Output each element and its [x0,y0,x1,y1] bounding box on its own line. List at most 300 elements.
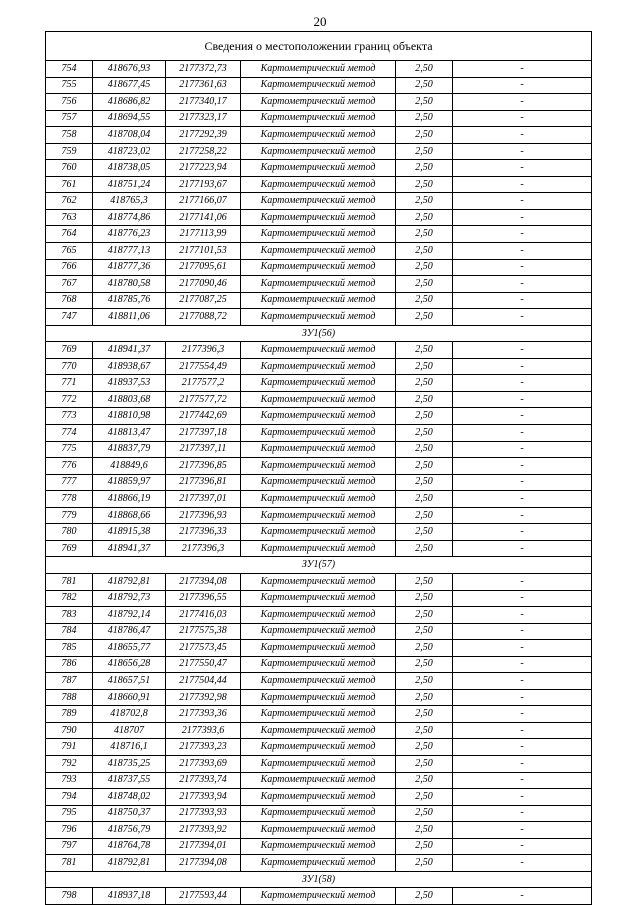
accuracy-cell: 2,50 [396,805,453,822]
accuracy-cell: 2,50 [396,689,453,706]
y-coordinate-cell: 2177090,46 [166,276,241,293]
method-cell: Картометрический метод [241,209,396,226]
x-coordinate-cell: 418777,36 [93,259,166,276]
method-cell: Картометрический метод [241,259,396,276]
table-row [46,358,592,375]
description-cell: - [453,573,592,590]
y-coordinate-cell: 2177394,08 [166,855,241,872]
y-coordinate-cell: 2177573,45 [166,640,241,657]
table-row [46,855,592,872]
y-coordinate-cell: 2177396,3 [166,540,241,557]
accuracy-cell: 2,50 [396,640,453,657]
method-cell: Картометрический метод [241,276,396,293]
method-cell: Картометрический метод [241,789,396,806]
accuracy-cell: 2,50 [396,888,453,905]
description-cell: - [453,243,592,260]
x-coordinate-cell: 418941,37 [93,342,166,359]
description-cell: - [453,408,592,425]
x-coordinate-cell: 418656,28 [93,656,166,673]
x-coordinate-cell: 418811,06 [93,309,166,326]
table-title: Сведения о местоположении границ объекта [46,32,592,61]
description-cell: - [453,358,592,375]
y-coordinate-cell: 2177393,6 [166,722,241,739]
y-coordinate-cell: 2177113,99 [166,226,241,243]
x-coordinate-cell: 418780,58 [93,276,166,293]
method-cell: Картометрический метод [241,590,396,607]
accuracy-cell: 2,50 [396,358,453,375]
y-coordinate-cell: 2177396,55 [166,590,241,607]
y-coordinate-cell: 2177396,81 [166,474,241,491]
y-coordinate-cell: 2177393,23 [166,739,241,756]
point-number-cell: 788 [46,689,93,706]
description-cell: - [453,673,592,690]
method-cell: Картометрический метод [241,656,396,673]
method-cell: Картометрический метод [241,61,396,78]
y-coordinate-cell: 2177396,3 [166,342,241,359]
point-number-cell: 747 [46,309,93,326]
y-coordinate-cell: 2177292,39 [166,127,241,144]
method-cell: Картометрический метод [241,94,396,111]
point-number-cell: 763 [46,209,93,226]
point-number-cell: 764 [46,226,93,243]
accuracy-cell: 2,50 [396,755,453,772]
page-number: 20 [313,14,327,29]
description-cell: - [453,441,592,458]
x-coordinate-cell: 418786,47 [93,623,166,640]
x-coordinate-cell: 418657,51 [93,673,166,690]
description-cell: - [453,391,592,408]
description-cell: - [453,524,592,541]
point-number-cell: 783 [46,607,93,624]
method-cell: Картометрический метод [241,342,396,359]
description-cell: - [453,491,592,508]
section-label: ЗУ1(56) [46,325,592,342]
x-coordinate-cell: 418792,73 [93,590,166,607]
description-cell: - [453,789,592,806]
table-row [46,160,592,177]
table-row [46,789,592,806]
method-cell: Картометрический метод [241,491,396,508]
description-cell: - [453,160,592,177]
table-row [46,408,592,425]
table-row [46,722,592,739]
point-number-cell: 781 [46,855,93,872]
description-cell: - [453,143,592,160]
point-number-cell: 796 [46,822,93,839]
y-coordinate-cell: 2177396,33 [166,524,241,541]
y-coordinate-cell: 2177095,61 [166,259,241,276]
table-row [46,540,592,557]
description-cell: - [453,61,592,78]
x-coordinate-cell: 418937,53 [93,375,166,392]
method-cell: Картометрический метод [241,243,396,260]
point-number-cell: 754 [46,61,93,78]
table-row [46,309,592,326]
y-coordinate-cell: 2177258,22 [166,143,241,160]
description-cell: - [453,755,592,772]
y-coordinate-cell: 2177087,25 [166,292,241,309]
table-row [46,689,592,706]
table-row [46,805,592,822]
y-coordinate-cell: 2177141,06 [166,209,241,226]
description-cell: - [453,838,592,855]
point-number-cell: 772 [46,391,93,408]
method-cell: Картометрический метод [241,110,396,127]
method-cell: Картометрический метод [241,755,396,772]
accuracy-cell: 2,50 [396,375,453,392]
y-coordinate-cell: 2177393,69 [166,755,241,772]
description-cell: - [453,226,592,243]
table-row [46,176,592,193]
y-coordinate-cell: 2177577,72 [166,391,241,408]
x-coordinate-cell: 418803,68 [93,391,166,408]
method-cell: Картометрический метод [241,474,396,491]
accuracy-cell: 2,50 [396,524,453,541]
section-label: ЗУ1(57) [46,557,592,574]
description-cell: - [453,805,592,822]
accuracy-cell: 2,50 [396,176,453,193]
method-cell: Картометрический метод [241,226,396,243]
x-coordinate-cell: 418723,02 [93,143,166,160]
accuracy-cell: 2,50 [396,425,453,442]
y-coordinate-cell: 2177393,93 [166,805,241,822]
table-row [46,110,592,127]
description-cell: - [453,822,592,839]
point-number-cell: 757 [46,110,93,127]
table-row [46,607,592,624]
accuracy-cell: 2,50 [396,209,453,226]
point-number-cell: 771 [46,375,93,392]
accuracy-cell: 2,50 [396,276,453,293]
y-coordinate-cell: 2177442,69 [166,408,241,425]
method-cell: Картометрический метод [241,540,396,557]
y-coordinate-cell: 2177393,94 [166,789,241,806]
x-coordinate-cell: 418677,45 [93,77,166,94]
point-number-cell: 795 [46,805,93,822]
x-coordinate-cell: 418686,82 [93,94,166,111]
table-row [46,838,592,855]
accuracy-cell: 2,50 [396,855,453,872]
table-row [46,276,592,293]
method-cell: Картометрический метод [241,673,396,690]
section-header-row [46,557,592,574]
method-cell: Картометрический метод [241,441,396,458]
table-row [46,474,592,491]
description-cell: - [453,739,592,756]
accuracy-cell: 2,50 [396,292,453,309]
y-coordinate-cell: 2177504,44 [166,673,241,690]
table-row [46,375,592,392]
table-row [46,77,592,94]
y-coordinate-cell: 2177575,38 [166,623,241,640]
y-coordinate-cell: 2177088,72 [166,309,241,326]
table-row [46,656,592,673]
point-number-cell: 765 [46,243,93,260]
x-coordinate-cell: 418777,13 [93,243,166,260]
x-coordinate-cell: 418792,81 [93,573,166,590]
point-number-cell: 782 [46,590,93,607]
point-number-cell: 777 [46,474,93,491]
table-row [46,706,592,723]
accuracy-cell: 2,50 [396,623,453,640]
description-cell: - [453,94,592,111]
x-coordinate-cell: 418849,6 [93,458,166,475]
accuracy-cell: 2,50 [396,656,453,673]
y-coordinate-cell: 2177593,44 [166,888,241,905]
point-number-cell: 774 [46,425,93,442]
description-cell: - [453,540,592,557]
point-number-cell: 769 [46,342,93,359]
accuracy-cell: 2,50 [396,143,453,160]
point-number-cell: 786 [46,656,93,673]
table-row [46,259,592,276]
y-coordinate-cell: 2177193,67 [166,176,241,193]
point-number-cell: 756 [46,94,93,111]
point-number-cell: 793 [46,772,93,789]
table-row [46,292,592,309]
accuracy-cell: 2,50 [396,838,453,855]
description-cell: - [453,375,592,392]
accuracy-cell: 2,50 [396,458,453,475]
description-cell: - [453,689,592,706]
accuracy-cell: 2,50 [396,309,453,326]
x-coordinate-cell: 418774,86 [93,209,166,226]
y-coordinate-cell: 2177394,01 [166,838,241,855]
table-title-row [46,32,592,61]
method-cell: Картометрический метод [241,425,396,442]
y-coordinate-cell: 2177394,08 [166,573,241,590]
point-number-cell: 790 [46,722,93,739]
accuracy-cell: 2,50 [396,706,453,723]
method-cell: Картометрический метод [241,375,396,392]
x-coordinate-cell: 418776,23 [93,226,166,243]
x-coordinate-cell: 418738,05 [93,160,166,177]
accuracy-cell: 2,50 [396,127,453,144]
table-row [46,342,592,359]
accuracy-cell: 2,50 [396,342,453,359]
accuracy-cell: 2,50 [396,607,453,624]
y-coordinate-cell: 2177577,2 [166,375,241,392]
y-coordinate-cell: 2177397,18 [166,425,241,442]
accuracy-cell: 2,50 [396,94,453,111]
table-row [46,425,592,442]
point-number-cell: 759 [46,143,93,160]
method-cell: Картометрический метод [241,193,396,210]
method-cell: Картометрический метод [241,408,396,425]
accuracy-cell: 2,50 [396,61,453,78]
x-coordinate-cell: 418676,93 [93,61,166,78]
x-coordinate-cell: 418765,3 [93,193,166,210]
table-row [46,739,592,756]
accuracy-cell: 2,50 [396,408,453,425]
point-number-cell: 770 [46,358,93,375]
point-number-cell: 762 [46,193,93,210]
x-coordinate-cell: 418737,55 [93,772,166,789]
accuracy-cell: 2,50 [396,673,453,690]
point-number-cell: 778 [46,491,93,508]
y-coordinate-cell: 2177416,03 [166,607,241,624]
y-coordinate-cell: 2177393,74 [166,772,241,789]
x-coordinate-cell: 418810,98 [93,408,166,425]
x-coordinate-cell: 418708,04 [93,127,166,144]
method-cell: Картометрический метод [241,458,396,475]
method-cell: Картометрический метод [241,143,396,160]
description-cell: - [453,722,592,739]
table-row [46,143,592,160]
method-cell: Картометрический метод [241,77,396,94]
section-header-row [46,325,592,342]
description-cell: - [453,474,592,491]
table-row [46,755,592,772]
accuracy-cell: 2,50 [396,441,453,458]
point-number-cell: 767 [46,276,93,293]
table-row [46,391,592,408]
table-row [46,243,592,260]
x-coordinate-cell: 418748,02 [93,789,166,806]
y-coordinate-cell: 2177323,17 [166,110,241,127]
method-cell: Картометрический метод [241,888,396,905]
method-cell: Картометрический метод [241,640,396,657]
point-number-cell: 789 [46,706,93,723]
section-header-row [46,871,592,888]
x-coordinate-cell: 418751,24 [93,176,166,193]
method-cell: Картометрический метод [241,358,396,375]
point-number-cell: 773 [46,408,93,425]
accuracy-cell: 2,50 [396,772,453,789]
point-number-cell: 776 [46,458,93,475]
method-cell: Картометрический метод [241,838,396,855]
point-number-cell: 792 [46,755,93,772]
point-number-cell: 769 [46,540,93,557]
table-row [46,61,592,78]
method-cell: Картометрический метод [241,689,396,706]
description-cell: - [453,772,592,789]
point-number-cell: 760 [46,160,93,177]
table-row [46,888,592,905]
table-row [46,209,592,226]
method-cell: Картометрический метод [241,391,396,408]
table-row [46,458,592,475]
point-number-cell: 768 [46,292,93,309]
description-cell: - [453,590,592,607]
method-cell: Картометрический метод [241,127,396,144]
accuracy-cell: 2,50 [396,540,453,557]
table-body [46,32,592,905]
table-row [46,573,592,590]
point-number-cell: 791 [46,739,93,756]
table-row [46,822,592,839]
table-row [46,772,592,789]
description-cell: - [453,507,592,524]
method-cell: Картометрический метод [241,623,396,640]
description-cell: - [453,342,592,359]
method-cell: Картометрический метод [241,805,396,822]
table-row [46,193,592,210]
accuracy-cell: 2,50 [396,474,453,491]
method-cell: Картометрический метод [241,309,396,326]
accuracy-cell: 2,50 [396,259,453,276]
y-coordinate-cell: 2177166,07 [166,193,241,210]
boundary-coordinates-table [45,31,592,905]
point-number-cell: 798 [46,888,93,905]
description-cell: - [453,193,592,210]
x-coordinate-cell: 418938,67 [93,358,166,375]
description-cell: - [453,309,592,326]
description-cell: - [453,292,592,309]
y-coordinate-cell: 2177396,93 [166,507,241,524]
method-cell: Картометрический метод [241,507,396,524]
table-row [46,640,592,657]
y-coordinate-cell: 2177393,36 [166,706,241,723]
accuracy-cell: 2,50 [396,789,453,806]
point-number-cell: 758 [46,127,93,144]
x-coordinate-cell: 418655,77 [93,640,166,657]
y-coordinate-cell: 2177372,73 [166,61,241,78]
point-number-cell: 784 [46,623,93,640]
description-cell: - [453,640,592,657]
accuracy-cell: 2,50 [396,590,453,607]
x-coordinate-cell: 418735,25 [93,755,166,772]
accuracy-cell: 2,50 [396,110,453,127]
method-cell: Картометрический метод [241,292,396,309]
description-cell: - [453,706,592,723]
table-row [46,226,592,243]
accuracy-cell: 2,50 [396,491,453,508]
y-coordinate-cell: 2177554,49 [166,358,241,375]
y-coordinate-cell: 2177223,94 [166,160,241,177]
x-coordinate-cell: 418915,38 [93,524,166,541]
description-cell: - [453,425,592,442]
method-cell: Картометрический метод [241,822,396,839]
point-number-cell: 761 [46,176,93,193]
x-coordinate-cell: 418660,91 [93,689,166,706]
x-coordinate-cell: 418750,37 [93,805,166,822]
x-coordinate-cell: 418837,79 [93,441,166,458]
x-coordinate-cell: 418716,1 [93,739,166,756]
description-cell: - [453,607,592,624]
table-row [46,673,592,690]
accuracy-cell: 2,50 [396,739,453,756]
section-label: ЗУ1(58) [46,871,592,888]
method-cell: Картометрический метод [241,855,396,872]
point-number-cell: 766 [46,259,93,276]
x-coordinate-cell: 418694,55 [93,110,166,127]
x-coordinate-cell: 418937,18 [93,888,166,905]
accuracy-cell: 2,50 [396,391,453,408]
description-cell: - [453,888,592,905]
description-cell: - [453,110,592,127]
y-coordinate-cell: 2177101,53 [166,243,241,260]
description-cell: - [453,276,592,293]
accuracy-cell: 2,50 [396,226,453,243]
x-coordinate-cell: 418785,76 [93,292,166,309]
point-number-cell: 755 [46,77,93,94]
method-cell: Картометрический метод [241,739,396,756]
point-number-cell: 775 [46,441,93,458]
y-coordinate-cell: 2177396,85 [166,458,241,475]
y-coordinate-cell: 2177392,98 [166,689,241,706]
point-number-cell: 785 [46,640,93,657]
table-row [46,127,592,144]
table-row [46,441,592,458]
method-cell: Картометрический метод [241,772,396,789]
accuracy-cell: 2,50 [396,77,453,94]
x-coordinate-cell: 418813,47 [93,425,166,442]
x-coordinate-cell: 418702,8 [93,706,166,723]
method-cell: Картометрический метод [241,706,396,723]
description-cell: - [453,259,592,276]
accuracy-cell: 2,50 [396,507,453,524]
